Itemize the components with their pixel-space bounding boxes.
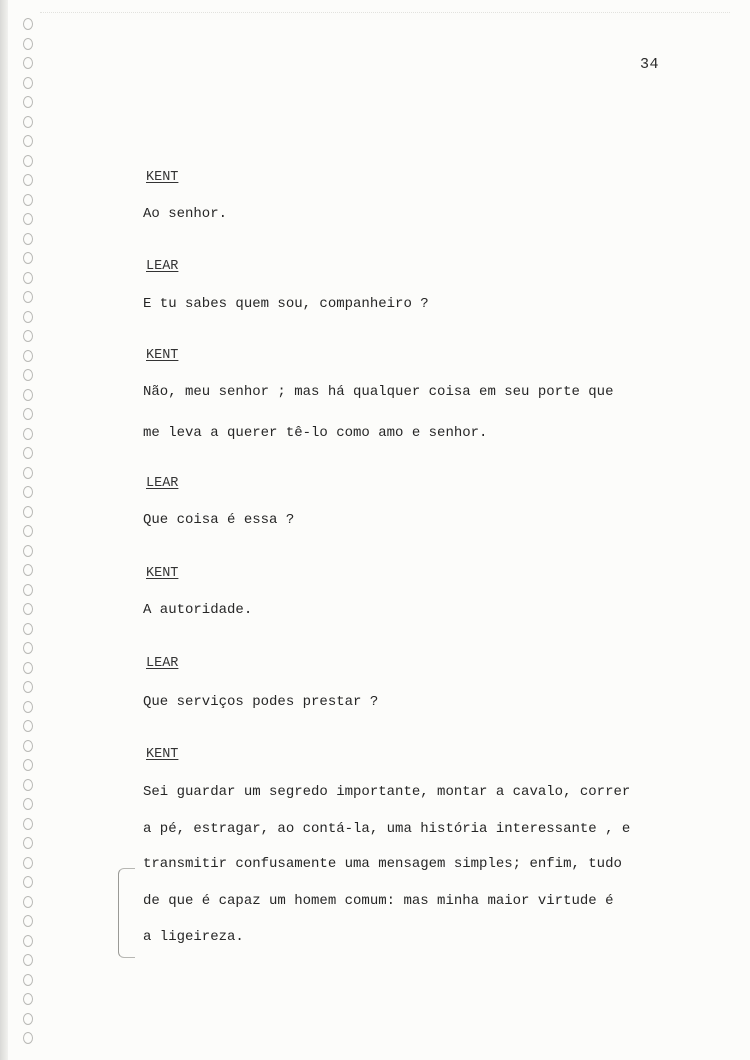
punch-hole — [23, 77, 33, 89]
punch-hole — [23, 233, 33, 245]
page-number: 34 — [640, 56, 660, 73]
punch-hole — [23, 428, 33, 440]
speaker-name: KENT — [146, 566, 179, 581]
punch-hole — [23, 603, 33, 615]
punch-hole — [23, 135, 33, 147]
punch-hole — [23, 623, 33, 635]
dialogue-line: Que serviços podes prestar ? — [143, 694, 379, 710]
punch-hole — [23, 291, 33, 303]
punch-hole — [23, 506, 33, 518]
dialogue-line: Que coisa é essa ? — [143, 512, 295, 528]
page-top-edge — [40, 12, 730, 14]
punch-hole — [23, 272, 33, 284]
punch-hole — [23, 96, 33, 108]
punch-hole — [23, 896, 33, 908]
punch-hole — [23, 720, 33, 732]
punch-hole — [23, 194, 33, 206]
punch-hole — [23, 486, 33, 498]
dialogue-line: A autoridade. — [143, 602, 253, 618]
speaker-name: LEAR — [146, 259, 179, 274]
punch-hole — [23, 350, 33, 362]
margin-bracket-mark — [118, 868, 135, 958]
binding-edge — [0, 0, 8, 1060]
punch-hole — [23, 974, 33, 986]
punch-hole — [23, 993, 33, 1005]
speaker-name: KENT — [146, 747, 179, 762]
punch-hole — [23, 564, 33, 576]
punch-hole — [23, 408, 33, 420]
punch-hole — [23, 447, 33, 459]
dialogue-line: E tu sabes quem sou, companheiro ? — [143, 296, 429, 312]
punch-hole — [23, 935, 33, 947]
dialogue-line: Sei guardar um segredo importante, montar a cavalo, correr — [143, 784, 631, 800]
punch-hole — [23, 369, 33, 381]
dialogue-line: a ligeireza. — [143, 929, 244, 945]
punch-hole — [23, 857, 33, 869]
dialogue-line: transmitir confusamente uma mensagem simples; enfim, tudo — [143, 856, 622, 872]
punch-hole — [23, 954, 33, 966]
punch-hole — [23, 662, 33, 674]
punch-hole — [23, 701, 33, 713]
punch-hole — [23, 213, 33, 225]
punch-hole — [23, 389, 33, 401]
punch-hole — [23, 155, 33, 167]
punch-hole — [23, 818, 33, 830]
punch-holes — [20, 0, 40, 1060]
punch-hole — [23, 1032, 33, 1044]
punch-hole — [23, 759, 33, 771]
punch-hole — [23, 1013, 33, 1025]
punch-hole — [23, 779, 33, 791]
punch-hole — [23, 915, 33, 927]
punch-hole — [23, 740, 33, 752]
punch-hole — [23, 467, 33, 479]
punch-hole — [23, 57, 33, 69]
punch-hole — [23, 174, 33, 186]
punch-hole — [23, 38, 33, 50]
punch-hole — [23, 798, 33, 810]
punch-hole — [23, 116, 33, 128]
dialogue-line: Ao senhor. — [143, 206, 228, 222]
dialogue-line: Não, meu senhor ; mas há qualquer coisa em seu porte que — [143, 384, 614, 400]
punch-hole — [23, 252, 33, 264]
punch-hole — [23, 876, 33, 888]
punch-hole — [23, 837, 33, 849]
punch-hole — [23, 584, 33, 596]
speaker-name: KENT — [146, 170, 179, 185]
punch-hole — [23, 642, 33, 654]
punch-hole — [23, 330, 33, 342]
punch-hole — [23, 545, 33, 557]
speaker-name: LEAR — [146, 656, 179, 671]
dialogue-line: me leva a querer tê-lo como amo e senhor. — [143, 425, 488, 441]
dialogue-line: de que é capaz um homem comum: mas minha maior virtude é — [143, 893, 614, 909]
punch-hole — [23, 681, 33, 693]
speaker-name: KENT — [146, 348, 179, 363]
dialogue-line: a pé, estragar, ao contá-la, uma história interessante , e — [143, 821, 631, 837]
speaker-name: LEAR — [146, 476, 179, 491]
punch-hole — [23, 525, 33, 537]
punch-hole — [23, 18, 33, 30]
punch-hole — [23, 311, 33, 323]
